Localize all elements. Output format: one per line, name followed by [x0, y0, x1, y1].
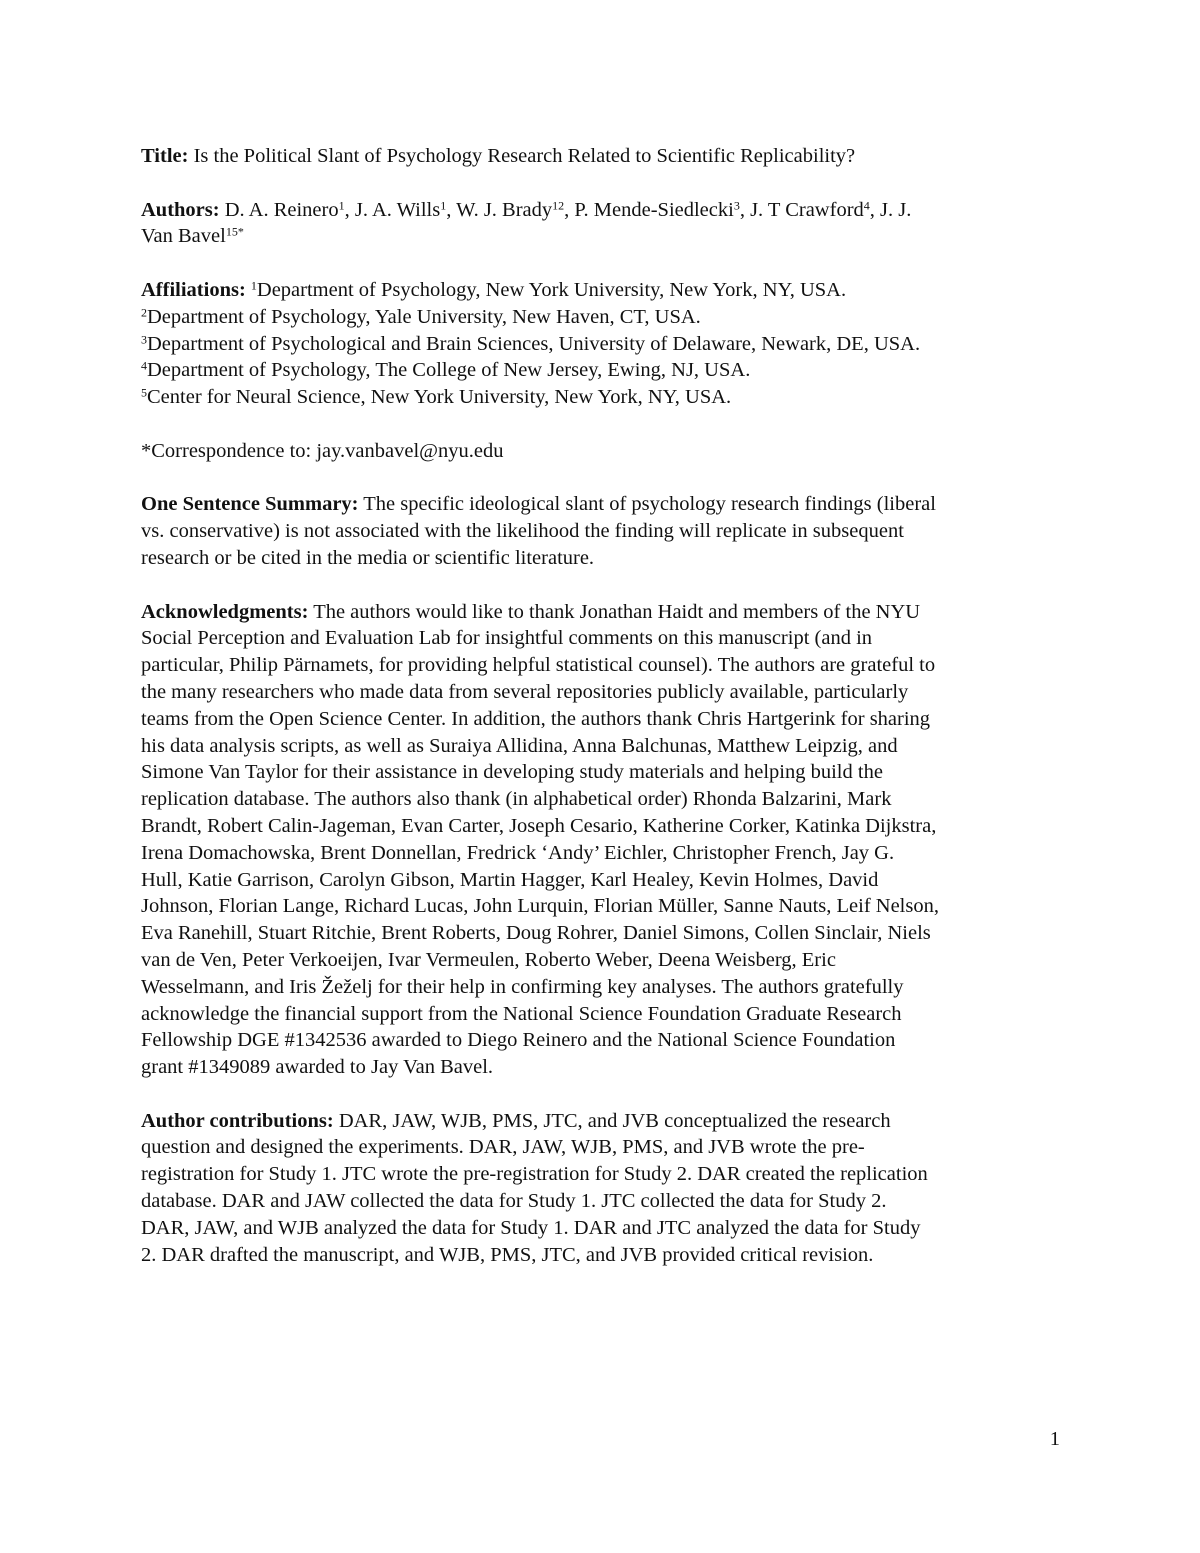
affiliation-line — [141, 331, 1061, 358]
summary-line: research or be cited in the media or scientific literature. — [141, 546, 595, 569]
acknowledgments-line: Brandt, Robert Calin-Jageman, Evan Carter, Joseph Cesario, Katherine Corker, Katinka Dijkstra, — [141, 814, 937, 837]
contributions-label: Author contributions: — [141, 1109, 334, 1132]
affiliation-text: Department of Psychology, Yale University, New Haven, CT, USA. — [147, 305, 701, 328]
affiliation-number: 3 — [141, 331, 147, 346]
summary-line — [141, 491, 1061, 518]
summary-text: The specific ideological slant of psychology research findings (liberal — [363, 493, 936, 516]
contributions-line: registration for Study 1. JTC wrote the pre-registration for Study 2. DAR created the replication — [141, 1163, 928, 1186]
acknowledgments-line: replication database. The authors also thank (in alphabetical order) Rhonda Balzarini, Mark — [141, 788, 892, 811]
acknowledgments-line: Irena Domachowska, Brent Donnellan, Fredrick ‘Andy’ Eichler, Christopher French, Jay G. — [141, 841, 895, 864]
summary-line: vs. conservative) is not associated with the likelihood the finding will replicate in subsequent — [141, 520, 904, 543]
acknowledgments-text: The authors would like to thank Jonathan Haidt and members of the NYU — [313, 600, 921, 623]
acknowledgments-line: his data analysis scripts, as well as Suraiya Allidina, Anna Balchunas, Matthew Leipzig, and — [141, 734, 898, 757]
contributions-text: DAR, JAW, WJB, PMS, JTC, and JVB conceptualized the research — [338, 1109, 891, 1132]
author-affiliation-mark: 1 — [440, 198, 447, 212]
affiliation-text: Center for Neural Science, New York University, New York, NY, USA. — [147, 386, 732, 409]
contributions-line: 2. DAR drafted the manuscript, and WJB, PMS, JTC, and JVB provided critical revision. — [141, 1243, 874, 1266]
authors-label: Authors: — [141, 198, 220, 221]
author-separator: , — [564, 198, 575, 221]
page-number: 1 — [1049, 1428, 1060, 1450]
affiliation-number: 1 — [250, 278, 257, 293]
acknowledgments-line: Social Perception and Evaluation Lab for insightful comments on this manuscript (and in — [141, 627, 873, 650]
contributions-line — [141, 1108, 1061, 1135]
title-block — [141, 143, 1061, 170]
author-name: J. T Crawford — [750, 198, 864, 221]
author-separator: , — [446, 198, 457, 221]
contributions-line: question and designed the experiments. DAR, JAW, WJB, PMS, and JVB wrote the pre- — [141, 1136, 865, 1159]
acknowledgments-line: the many researchers who made data from several repositories publicly available, particularly — [141, 680, 909, 703]
affiliation-text: Department of Psychology, New York University, New York, NY, USA. — [256, 278, 847, 301]
author-name: D. A. Reinero — [224, 198, 339, 221]
acknowledgments-label: Acknowledgments: — [141, 600, 309, 623]
author-separator: , — [344, 198, 355, 221]
author-affiliation-mark: 12 — [552, 198, 565, 212]
author-affiliation-mark: 1 — [338, 198, 345, 212]
paper-title: Is the Political Slant of Psychology Research Related to Scientific Replicability? — [193, 145, 856, 167]
author-name: J. A. Wills — [354, 198, 441, 221]
acknowledgments-line: van de Ven, Peter Verkoeijen, Ivar Vermeulen, Roberto Weber, Deena Weisberg, Eric — [141, 948, 836, 971]
acknowledgments-line: teams from the Open Science Center. In addition, the authors thank Chris Hartgerink for sharing — [141, 707, 931, 730]
affiliation-text: Department of Psychology, The College of New Jersey, Ewing, NJ, USA. — [147, 359, 751, 382]
acknowledgments-line: grant #1349089 awarded to Jay Van Bavel. — [141, 1056, 494, 1079]
summary-label: One Sentence Summary: — [141, 493, 359, 516]
author-affiliation-mark: 3 — [733, 198, 740, 212]
affiliation-number: 2 — [141, 305, 147, 320]
author-name: W. J. Brady — [456, 198, 553, 221]
affiliations-label: Affiliations: — [141, 278, 246, 301]
summary-block — [141, 491, 1061, 571]
acknowledgments-line: particular, Philip Pärnamets, for providing helpful statistical counsel). The authors are grateful to — [141, 654, 936, 677]
authors-line-1 — [141, 197, 1061, 224]
acknowledgments-line: Wesselmann, and Iris Žeželj for their help in confirming key analyses. The authors gratefully — [141, 975, 904, 998]
acknowledgments-line: Fellowship DGE #1342536 awarded to Diego Reinero and the National Science Foundation — [141, 1029, 896, 1052]
acknowledgments-line: Johnson, Florian Lange, Richard Lucas, John Lurquin, Florian Müller, Sanne Nauts, Leif Nelson, — [141, 895, 939, 918]
author-separator: , — [739, 198, 751, 221]
affiliation-text: Department of Psychological and Brain Sciences, University of Delaware, Newark, DE, USA. — [147, 332, 921, 355]
contributions-line: database. DAR and JAW collected the data for Study 1. JTC collected the data for Study 2. — [141, 1190, 887, 1213]
acknowledgments-line — [141, 599, 1061, 626]
acknowledgments-line: Hull, Katie Garrison, Carolyn Gibson, Martin Hagger, Karl Healey, Kevin Holmes, David — [141, 868, 879, 891]
authors-line-2 — [141, 223, 1061, 250]
author-name: P. Mende-Siedlecki — [574, 198, 734, 221]
author-name: Van Bavel — [141, 225, 226, 248]
contributions-line: DAR, JAW, and WJB analyzed the data for Study 1. DAR and JTC analyzed the data for Study — [141, 1216, 921, 1239]
acknowledgments-block — [141, 599, 1061, 1081]
affiliation-line — [141, 277, 1061, 304]
author-separator: , J. J. — [869, 198, 912, 221]
title-line — [141, 143, 1061, 170]
document-page — [141, 143, 1061, 1295]
contributions-block — [141, 1108, 1061, 1269]
author-affiliation-mark: 4 — [863, 198, 870, 212]
affiliation-number: 4 — [141, 358, 147, 373]
acknowledgments-line: Simone Van Taylor for their assistance in developing study materials and helping build the — [141, 761, 883, 784]
authors-block — [141, 197, 1061, 251]
author-affiliation-mark: 15* — [225, 224, 244, 239]
affiliations-block — [141, 277, 1061, 411]
acknowledgments-line: acknowledge the financial support from the National Science Foundation Graduate Research — [141, 1002, 902, 1025]
affiliation-line — [141, 304, 1061, 331]
title-label: Title: — [141, 145, 189, 167]
correspondence-text: *Correspondence to: jay.vanbavel@nyu.edu — [141, 439, 504, 462]
affiliation-line — [141, 357, 1061, 384]
affiliation-number: 5 — [141, 385, 147, 400]
correspondence-block — [141, 438, 1061, 465]
acknowledgments-line: Eva Ranehill, Stuart Ritchie, Brent Roberts, Doug Rohrer, Daniel Simons, Collen Sinclair, Niels — [141, 922, 931, 945]
affiliation-line — [141, 384, 1061, 411]
